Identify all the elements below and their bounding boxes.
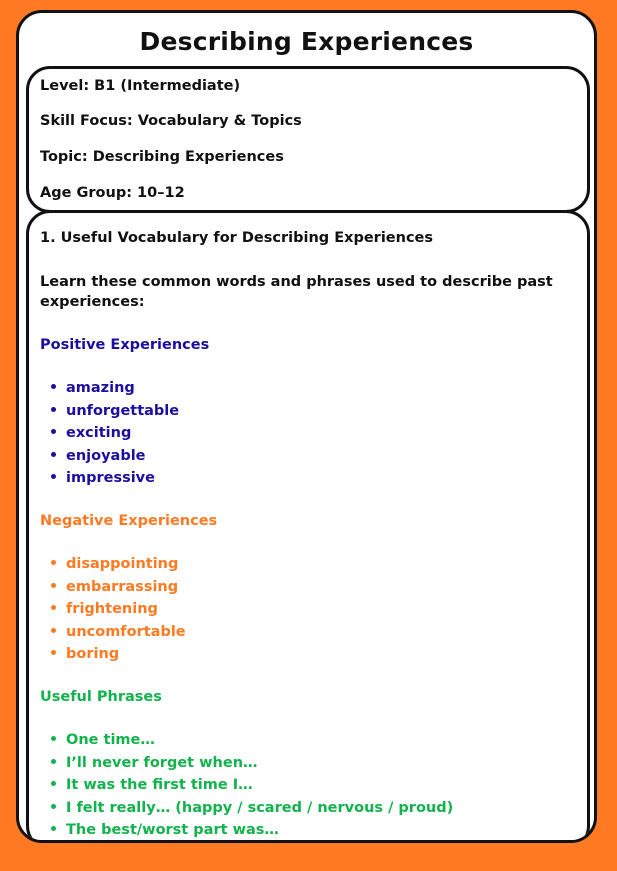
list-item: impressive: [51, 467, 179, 490]
list-item: One time…: [51, 729, 453, 752]
phrases-list: [51, 729, 453, 842]
bullet-icon: [51, 429, 56, 434]
bullet-icon: [51, 628, 56, 633]
list-item: I’ll never forget when…: [51, 752, 453, 775]
bullet-icon: [51, 804, 56, 809]
bullet-icon: [51, 474, 56, 479]
page-title: Describing Experiences: [139, 27, 474, 56]
skill-focus-label: Skill Focus: Vocabulary & Topics: [40, 113, 302, 129]
list-item: It was the first time I…: [51, 774, 453, 797]
bullet-icon: [51, 736, 56, 741]
list-item: boring: [51, 643, 186, 666]
list-item: I felt really… (happy / scared / nervous / proud): [51, 797, 453, 820]
section-heading: 1. Useful Vocabulary for Describing Experiences: [40, 230, 434, 246]
bullet-icon: [51, 560, 56, 565]
info-box: [26, 66, 590, 213]
list-item: amazing: [51, 377, 179, 400]
bullet-icon: [51, 583, 56, 588]
list-item: disappointing: [51, 553, 186, 576]
bullet-icon: [51, 407, 56, 412]
list-item: uncomfortable: [51, 621, 186, 644]
positive-heading: Positive Experiences: [40, 337, 210, 353]
bullet-icon: [51, 826, 56, 831]
bullet-icon: [51, 650, 56, 655]
bullet-icon: [51, 781, 56, 786]
level-label: Level: B1 (Intermediate): [40, 78, 241, 94]
list-item: exciting: [51, 422, 179, 445]
list-item: frightening: [51, 598, 186, 621]
section-intro: Learn these common words and phrases used to describe past experiences:: [40, 274, 553, 310]
worksheet-card: [16, 10, 597, 843]
list-item: enjoyable: [51, 445, 179, 468]
age-group-label: Age Group: 10–12: [40, 185, 185, 201]
bullet-icon: [51, 384, 56, 389]
bullet-icon: [51, 759, 56, 764]
list-item: embarrassing: [51, 576, 186, 599]
positive-list: [51, 377, 179, 490]
list-item: The best/worst part was…: [51, 819, 453, 842]
topic-label: Topic: Describing Experiences: [40, 149, 284, 165]
negative-heading: Negative Experiences: [40, 513, 218, 529]
phrases-heading: Useful Phrases: [40, 689, 162, 705]
bullet-icon: [51, 452, 56, 457]
bullet-icon: [51, 605, 56, 610]
list-item: unforgettable: [51, 400, 179, 423]
negative-list: [51, 553, 186, 666]
vocabulary-section: [26, 210, 590, 843]
